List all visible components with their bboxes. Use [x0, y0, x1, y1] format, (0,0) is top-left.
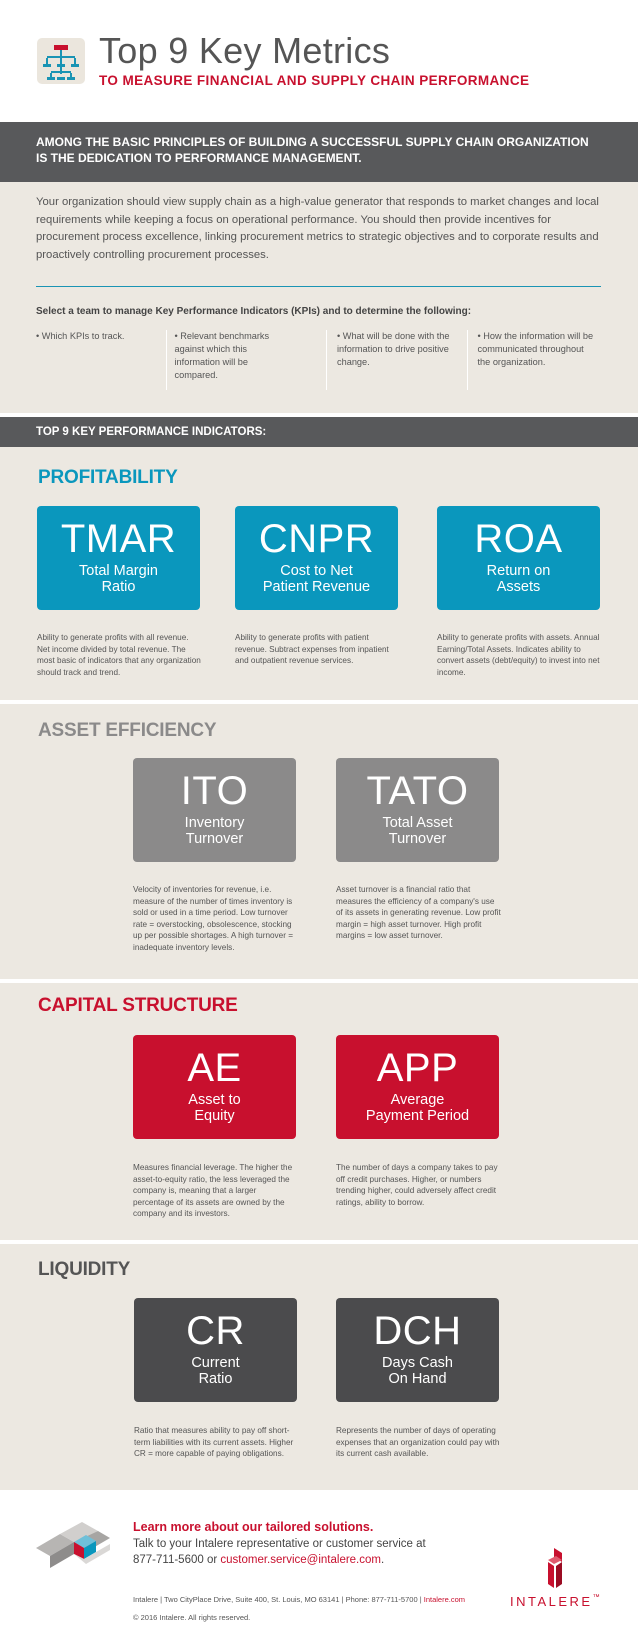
bullet-item: [166, 330, 327, 390]
liquidity-section: [0, 1244, 638, 1490]
kpi-abbreviation: CR: [186, 1309, 245, 1353]
banner-line-1: AMONG THE BASIC PRINCIPLES OF BUILDING A SUCCESSFUL SUPPLY CHAIN ORGANIZATION: [36, 135, 589, 149]
select-team-text: Select a team to manage Key Performance Indicators (KPIs) and to determine the following:: [36, 306, 472, 317]
kpi-description: Ratio that measures ability to pay off short-term liabilities with its current assets. Higher CR = more capable of paying obligations.: [134, 1426, 294, 1458]
kpi-description: Ability to generate profits with assets. Annual Earning/Total Assets. Indicates ability to convert assets (debt/equity) to invest into net income.: [437, 633, 600, 677]
kpi-card-app: [336, 1035, 499, 1139]
kpi-abbreviation: ROA: [474, 517, 563, 561]
kpi-full-name: Days Cash On Hand: [382, 1355, 453, 1387]
kpi-full-name: Total Asset Turnover: [382, 815, 453, 847]
bullet-text: • How the information will be communicated throughout the organization.: [477, 331, 594, 367]
profitability-section: [0, 447, 638, 700]
kpi-card-roa: [437, 506, 600, 610]
kpi-card-cr: [134, 1298, 297, 1402]
kpi-full-name: Current Ratio: [191, 1355, 240, 1387]
kpi-description: Asset turnover is a financial ratio that measures the efficiency of a company's use of its assets in generating revenue. Low profit margin = high asset turnover. High profit margins = low asset turnover.: [336, 885, 501, 940]
kpi-full-name: Total Margin Ratio: [79, 563, 158, 595]
header: [0, 0, 638, 122]
contact-text: Talk to your Intalere representative or customer service at 877-711-5600 or customer.service@intalere.com.: [133, 1538, 426, 1566]
bullet-list: [36, 330, 601, 390]
page-title: Top 9 Key Metrics: [99, 30, 391, 71]
org-chart-icon: [37, 38, 85, 84]
bullet-item: [36, 330, 166, 390]
kpi-card-ae: [133, 1035, 296, 1139]
learn-more-heading: Learn more about our tailored solutions.: [133, 1520, 374, 1534]
intro-section: [0, 182, 638, 413]
kpi-description: Represents the number of days of operating expenses that an organization could pay with its current cash available.: [336, 1426, 500, 1458]
bullet-item: [467, 330, 602, 390]
intalere-logo-mark-icon: [546, 1548, 568, 1590]
kpi-description: The number of days a company takes to pay off credit purchases. Higher, or numbers trending higher, could adversely affect credit ratings, ability to borrow.: [336, 1163, 498, 1207]
email-link[interactable]: customer.service@intalere.com: [220, 1554, 381, 1566]
capital-structure-section: [0, 983, 638, 1240]
kpi-abbreviation: TATO: [366, 769, 469, 813]
kpi-description: Velocity of inventories for revenue, i.e. measure of the number of times inventory is sold or used in a time period. Low turnover rate = overstocking, obsolescence, stocking up per possible shortages. A high turnover = inadequate inventory levels.: [133, 885, 293, 952]
kpi-abbreviation: AE: [187, 1046, 242, 1090]
bullet-text: • Relevant benchmarks against which this information will be compared.: [174, 331, 270, 380]
section-title: CAPITAL STRUCTURE: [38, 995, 238, 1016]
contact-line: Talk to your Intalere representative or customer service at: [133, 1538, 426, 1550]
kpi-card-cnpr: [235, 506, 398, 610]
kpi-card-dch: [336, 1298, 499, 1402]
phone-number: 877-711-5600: [133, 1554, 204, 1566]
kpi-full-name: Return on Assets: [486, 563, 551, 595]
intro-paragraph: Your organization should view supply chain as a high-value generator that responds to market changes and local requirements while keeping a focus on operational performance. You should then provide incentives for procurement process excellence, linking procurement metrics to strategic objectives and to corporate results and proactively controlling procurement processes.: [36, 196, 599, 261]
kpi-full-name: Cost to Net Patient Revenue: [262, 563, 371, 595]
divider: [36, 286, 601, 287]
kpi-full-name: Asset to Equity: [188, 1092, 241, 1124]
bullet-item: [326, 330, 467, 390]
page-subtitle: TO MEASURE FINANCIAL AND SUPPLY CHAIN PERFORMANCE: [99, 73, 530, 88]
kpi-abbreviation: DCH: [373, 1309, 462, 1353]
bullet-text: • Which KPIs to track.: [36, 331, 125, 341]
section-title: LIQUIDITY: [38, 1259, 131, 1280]
kpi-full-name: Average Payment Period: [365, 1092, 470, 1124]
kpi-card-tato: [336, 758, 499, 862]
kpi-abbreviation: CNPR: [258, 517, 375, 561]
banner-line-2: IS THE DEDICATION TO PERFORMANCE MANAGEMENT.: [36, 151, 362, 165]
intalere-wordmark: INTALERE™: [510, 1594, 600, 1609]
asset-efficiency-section: [0, 704, 638, 979]
kpi-full-name: Inventory Turnover: [184, 815, 245, 847]
bullet-text: • What will be done with the information to drive positive change.: [337, 331, 450, 367]
company-address: Intalere | Two CityPlace Drive, Suite 400, St. Louis, MO 63141 | Phone: 877-711-5700 | Intalere.com: [133, 1595, 466, 1604]
kpi-heading: TOP 9 KEY PERFORMANCE INDICATORS:: [0, 417, 638, 447]
intalere-cube-icon: [36, 1520, 114, 1570]
kpi-card-ito: [133, 758, 296, 862]
website-link[interactable]: Intalere.com: [423, 1595, 466, 1604]
section-title: ASSET EFFICIENCY: [38, 720, 217, 741]
kpi-description: Ability to generate profits with patient revenue. Subtract expenses from inpatient and outpatient revenue services.: [235, 633, 389, 665]
kpi-abbreviation: TMAR: [60, 517, 177, 561]
kpi-abbreviation: ITO: [180, 769, 249, 813]
footer: [0, 1490, 638, 1652]
kpi-description: Ability to generate profits with all revenue. Net income divided by total revenue. The most basic of indicators that any organization should track and trend.: [37, 633, 201, 677]
copyright: © 2016 Intalere. All rights reserved.: [133, 1613, 251, 1622]
kpi-abbreviation: APP: [376, 1046, 459, 1090]
kpi-card-tmar: [37, 506, 200, 610]
kpi-description: Measures financial leverage. The higher the asset-to-equity ratio, the less leveraged the company is, meaning that a larger percentage of its assets are owned by the company and its investors.: [133, 1163, 293, 1218]
principle-banner: [0, 122, 638, 182]
section-title: PROFITABILITY: [38, 467, 178, 488]
